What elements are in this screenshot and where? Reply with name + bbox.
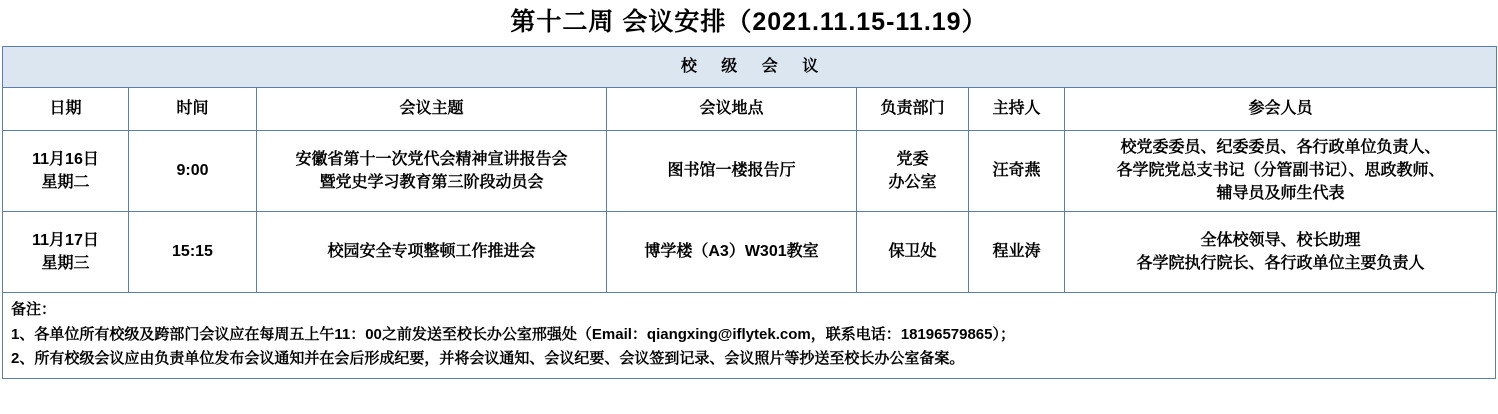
column-header-topic: 会议主题: [257, 87, 607, 130]
department-line: 党委: [896, 150, 929, 168]
band-label: 校 级 会 议: [3, 46, 1497, 87]
table-band-row: [3, 46, 1497, 87]
attendees-line: 辅导员及师生代表: [1216, 185, 1345, 203]
topic-line: 校园安全专项整顿工作推进会: [327, 243, 536, 261]
page-title: 第十二周 会议安排（2021.11.15-11.19）: [510, 8, 988, 36]
notes-item: 1、各单位所有校级及跨部门会议应在每周五上午11：00之前发送至校长办公室邢强处（Email：qiangxing@iflytek.com，联系电话：18196579865）；: [11, 325, 1015, 343]
cell-host: 汪奇燕: [969, 130, 1065, 211]
topic-line: 安徽省第十一次党代会精神宣讲报告会: [295, 150, 568, 168]
cell-topic: [257, 211, 607, 292]
attendees-line: 各学院执行院长、各行政单位主要负责人: [1136, 254, 1425, 272]
attendees-line: 校党委委员、纪委委员、各行政单位负责人、: [1120, 138, 1441, 156]
location-line: 图书馆一楼报告厅: [667, 162, 796, 180]
cell-location: [607, 130, 857, 211]
cell-department: [857, 211, 969, 292]
cell-department: [857, 130, 969, 211]
cell-topic: [257, 130, 607, 211]
cell-time: 9:00: [129, 130, 257, 211]
date-line: 星期三: [41, 254, 90, 272]
date-line: 星期二: [41, 173, 90, 191]
cell-date: [3, 211, 129, 292]
column-header-attendees: 参会人员: [1065, 87, 1497, 130]
column-header-date: 日期: [3, 87, 129, 130]
cell-location: [607, 211, 857, 292]
schedule-table: [2, 46, 1497, 293]
date-line: 11月16日: [32, 150, 99, 168]
cell-time: 15:15: [129, 211, 257, 292]
notes-label: 备注：: [11, 300, 57, 318]
cell-attendees: [1065, 211, 1497, 292]
attendees-line: 各学院党总支书记（分管副书记）、思政教师、: [1116, 162, 1445, 180]
column-header-host: 主持人: [969, 87, 1065, 130]
date-line: 11月17日: [32, 231, 99, 249]
column-header-location: 会议地点: [607, 87, 857, 130]
cell-host: 程业涛: [969, 211, 1065, 292]
column-header-time: 时间: [129, 87, 257, 130]
notes-item: 2、所有校级会议应由负责单位发布会议通知并在会后形成纪要，并将会议通知、会议纪要、会议签到记录、会议照片等抄送至校长办公室备案。: [11, 350, 965, 368]
table-header-row: [3, 87, 1497, 130]
cell-attendees: [1065, 130, 1497, 211]
notes-section: [2, 293, 1496, 379]
location-line: 博学楼（A3）W301教室: [644, 243, 819, 261]
column-header-department: 负责部门: [857, 87, 969, 130]
department-line: 办公室: [888, 173, 937, 191]
table-row: [3, 130, 1497, 211]
attendees-line: 全体校领导、校长助理: [1200, 231, 1361, 249]
department-line: 保卫处: [888, 243, 937, 261]
topic-line: 暨党史学习教育第三阶段动员会: [319, 173, 544, 191]
cell-date: [3, 130, 129, 211]
table-row: [3, 211, 1497, 292]
